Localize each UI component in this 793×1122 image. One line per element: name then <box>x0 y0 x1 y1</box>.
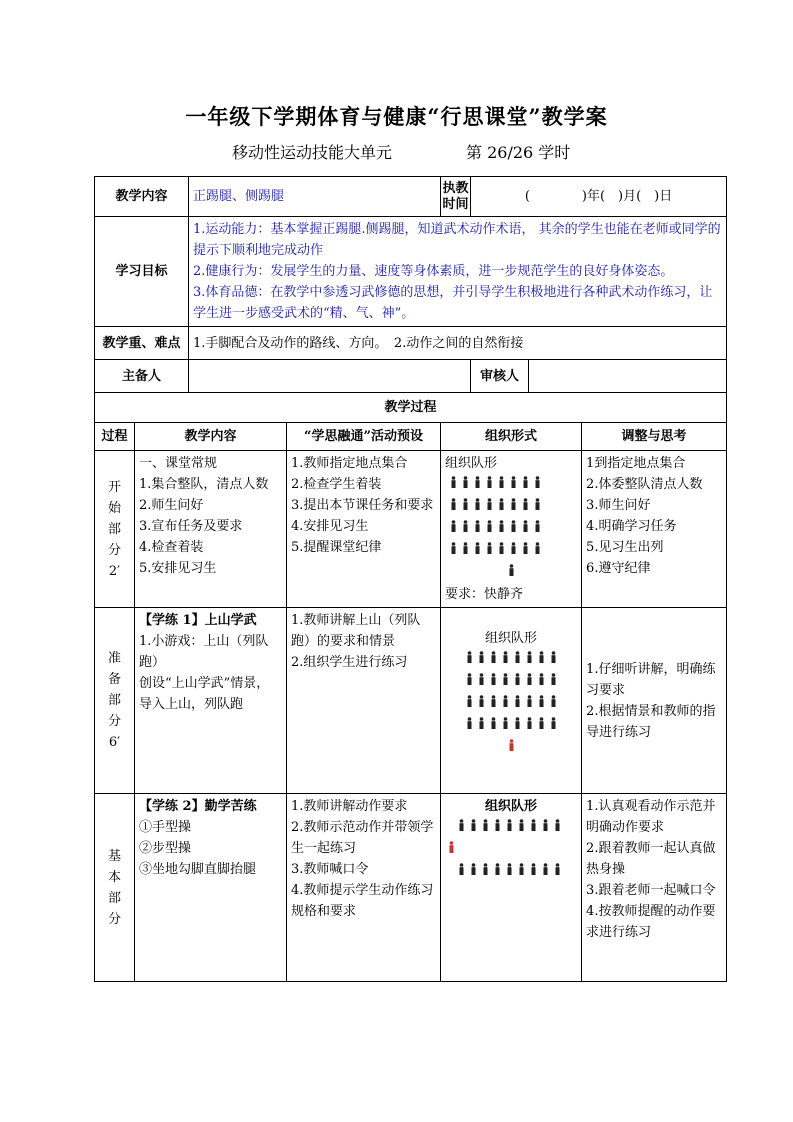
reviewer-label: 审核人 <box>471 360 529 393</box>
student-icon <box>554 863 561 875</box>
student-icon <box>466 717 473 729</box>
student-icon <box>466 673 473 685</box>
student-icon <box>530 819 537 831</box>
student-icon <box>538 651 545 663</box>
student-icon <box>526 673 533 685</box>
student-icon <box>514 717 521 729</box>
formation-diagram <box>445 474 577 584</box>
date-value: ( )年( )月( )日 <box>471 177 727 217</box>
key-label: 教学重、难点 <box>95 327 189 360</box>
student-icon <box>514 673 521 685</box>
formation-row <box>445 693 577 715</box>
col-header-formation: 组织形式 <box>441 423 582 451</box>
student-icon <box>470 863 477 875</box>
phase-label: 基 本 部 分 <box>95 794 135 982</box>
student-icon <box>482 819 489 831</box>
student-icon <box>538 695 545 707</box>
reflection-cell: 1.仔细听讲解，明确练习要求 2.根据情景和教师的指导进行练习 <box>582 608 727 794</box>
reflection-cell: 1到指定地点集合 2.体委整队清点人数 3.师生问好 4.明确学习任务 5.见习生出列 6.遵守纪律 <box>582 451 727 608</box>
student-icon <box>458 819 465 831</box>
student-icon <box>542 819 549 831</box>
student-icon <box>490 673 497 685</box>
student-icon <box>542 863 549 875</box>
student-icon <box>466 651 473 663</box>
preparer-label: 主备人 <box>95 360 189 393</box>
student-icon <box>490 717 497 729</box>
student-icon <box>518 863 525 875</box>
student-icon <box>450 542 457 554</box>
student-icon <box>478 717 485 729</box>
student-icon <box>506 863 513 875</box>
formation-row <box>445 715 577 737</box>
teacher-icon <box>448 841 455 853</box>
student-icon <box>494 819 501 831</box>
student-icon <box>478 695 485 707</box>
process-row-start <box>95 451 727 608</box>
student-icon <box>450 520 457 532</box>
process-row-basic <box>95 794 727 982</box>
student-icon <box>502 673 509 685</box>
student-icon <box>490 695 497 707</box>
col-header-reflection: 调整与思考 <box>582 423 727 451</box>
student-icon <box>510 498 517 510</box>
formation-row <box>445 649 577 671</box>
student-icon <box>538 673 545 685</box>
student-icon <box>498 498 505 510</box>
content-cell: 一、课堂常规 1.集合整队，清点人数 2.师生问好 3.宣布任务及要求 4.检查着装 5.安排见习生 <box>135 451 287 608</box>
reflection-cell: 1.认真观看动作示范并明确动作要求 2.跟着教师一起认真做热身操 3.跟着老师一起喊口令 4.按教师提醒的动作要求进行练习 <box>582 794 727 982</box>
student-icon <box>514 651 521 663</box>
student-icon <box>478 673 485 685</box>
student-icon <box>486 498 493 510</box>
phase-label: 准 备 部 分 6′ <box>95 608 135 794</box>
formation-title: 组织队形 <box>485 631 538 646</box>
student-icon <box>498 520 505 532</box>
formation-note: 要求：快静齐 <box>445 587 524 602</box>
student-icon <box>522 476 529 488</box>
student-icon <box>462 542 469 554</box>
key-value: 1.手脚配合及动作的路线、方向。 2.动作之间的自然衔接 <box>189 327 727 360</box>
student-icon <box>494 863 501 875</box>
student-icon <box>502 695 509 707</box>
formation-row <box>445 861 577 883</box>
student-icon <box>474 542 481 554</box>
preparer-value <box>189 360 471 393</box>
activity-cell: 1.教师指定地点集合 2.检查学生着装 3.提出本节课任务和要求 4.安排见习生 5.提醒课堂纪律 <box>287 451 441 608</box>
content-cell: 【学练 1】上山学武 1.小游戏：上山（列队跑） 创设“上山学武”情景，导入上山，列队跑 <box>135 608 287 794</box>
col-header-phase: 过程 <box>95 423 135 451</box>
student-icon <box>462 520 469 532</box>
process-title: 教学过程 <box>95 393 727 423</box>
activity-cell: 1.教师讲解上山（列队跑）的要求和情景 2.组织学生进行练习 <box>287 608 441 794</box>
lesson-number: 第 26/26 学时 <box>466 143 571 162</box>
reviewer-value <box>529 360 727 393</box>
teacher-icon <box>508 739 515 751</box>
student-icon <box>474 498 481 510</box>
goal-item: 1.运动能力：基本掌握正踢腿.侧踢腿，知道武术动作术语， 其余的学生也能在老师或同学的提示下顺利地完成动作 <box>193 222 721 258</box>
formation-cell <box>441 608 582 794</box>
student-icon <box>522 498 529 510</box>
student-icon <box>474 520 481 532</box>
phase-label: 开 始 部 分 2′ <box>95 451 135 608</box>
col-header-activity: “学思融通”活动预设 <box>287 423 441 451</box>
student-icon <box>490 651 497 663</box>
student-icon <box>550 717 557 729</box>
formation-row <box>445 817 577 839</box>
process-row-prepare <box>95 608 727 794</box>
student-icon <box>486 520 493 532</box>
date-label: 执教 时间 <box>441 177 471 217</box>
activity-cell: 1.教师讲解动作要求 2.教师示范动作并带领学生一起练习 3.教师喊口令 4.教师提示学生动作练习规格和要求 <box>287 794 441 982</box>
student-icon <box>502 651 509 663</box>
student-icon <box>498 542 505 554</box>
student-icon <box>510 542 517 554</box>
student-icon <box>522 542 529 554</box>
content-cell: 【学练 2】勤学苦练 ①手型操 ②步型操 ③坐地勾脚直脚抬腿 <box>135 794 287 982</box>
student-icon <box>554 819 561 831</box>
goal-list <box>189 217 727 327</box>
student-icon <box>518 819 525 831</box>
student-icon <box>506 819 513 831</box>
lesson-plan-table <box>94 176 727 982</box>
student-icon <box>534 542 541 554</box>
student-icon <box>450 498 457 510</box>
student-icon <box>462 476 469 488</box>
formation-row <box>447 518 577 540</box>
student-icon <box>458 863 465 875</box>
page-title: 一年级下学期体育与健康“行思课堂”教学案 <box>185 104 608 129</box>
student-icon <box>534 498 541 510</box>
student-icon <box>534 520 541 532</box>
student-icon <box>550 695 557 707</box>
formation-row <box>447 540 577 562</box>
formation-title: 组织队形 <box>485 799 538 814</box>
formation-cell <box>441 451 582 608</box>
student-icon <box>498 476 505 488</box>
student-icon <box>474 476 481 488</box>
student-icon <box>522 520 529 532</box>
formation-cell <box>441 794 582 982</box>
student-icon <box>466 695 473 707</box>
student-icon <box>478 651 485 663</box>
content-label: 教学内容 <box>95 177 189 217</box>
student-icon <box>482 863 489 875</box>
student-icon <box>534 476 541 488</box>
unit-name: 移动性运动技能大单元 <box>232 143 393 162</box>
student-icon <box>462 498 469 510</box>
student-icon <box>550 651 557 663</box>
student-icon <box>470 819 477 831</box>
student-icon <box>486 476 493 488</box>
formation-diagram <box>445 649 577 759</box>
student-icon <box>530 863 537 875</box>
goal-label: 学习目标 <box>95 217 189 327</box>
formation-diagram <box>445 817 577 883</box>
student-icon <box>526 695 533 707</box>
teacher-icon <box>508 564 515 576</box>
formation-title: 组织队形 <box>445 456 498 471</box>
student-icon <box>510 520 517 532</box>
content-value: 正踢腿、侧踢腿 <box>189 177 441 217</box>
student-icon <box>538 717 545 729</box>
col-header-content: 教学内容 <box>135 423 287 451</box>
student-icon <box>514 695 521 707</box>
formation-row <box>447 496 577 518</box>
student-icon <box>526 717 533 729</box>
student-icon <box>510 476 517 488</box>
formation-row <box>445 671 577 693</box>
student-icon <box>486 542 493 554</box>
student-icon <box>526 651 533 663</box>
student-icon <box>502 717 509 729</box>
goal-item: 2.健康行为：发展学生的力量、速度等身体素质，进一步规范学生的良好身体姿态。 <box>193 264 674 279</box>
student-icon <box>550 673 557 685</box>
goal-item: 3.体育品德：在教学中参透习武修德的思想，并引导学生积极地进行各种武术动作练习，让学生进一步感受武术的“精、气、神”。 <box>193 285 713 321</box>
formation-row <box>447 474 577 496</box>
student-icon <box>450 476 457 488</box>
